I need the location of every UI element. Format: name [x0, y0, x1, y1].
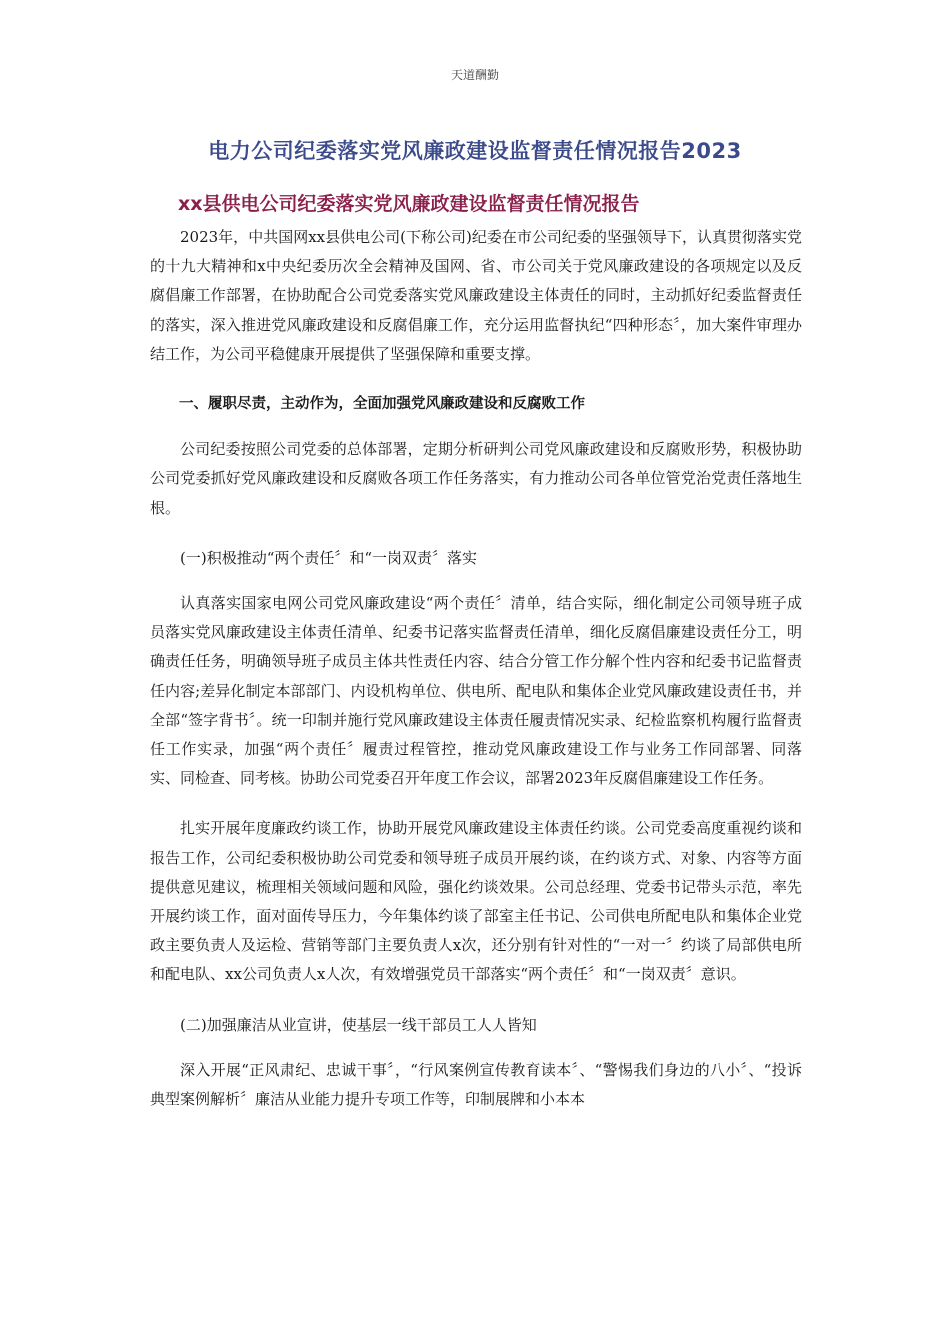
subsection-heading-1: (一)积极推动“两个责任〞和“一岗双责〞落实	[180, 548, 478, 567]
document-body	[150, 223, 802, 1135]
page-header: 天道酬勤	[450, 68, 499, 82]
paragraph: 扎实开展年度廉政约谈工作，协助开展党风廉政建设主体责任约谈。公司党委高度重视约谈和报告工作，公司纪委积极协助公司党委和领导班子成员开展约谈，在约谈方式、对象、内容等方面提供意见建议，梳理相关领域问题和风险，强化约谈效果。公司总经理、党委书记带头示范，率先开展约谈工作，面对面传导压力，今年集体约谈了部室主任书记、公司供电所配电队和集体企业党政主要负责人及运检、营销等部门主要负责人x次，还分别有针对性的“一对一〞约谈了局部供电所和配电队、xx公司负责人x人次，有效增强党员干部落实“两个责任〞和“一岗双责〞意识。	[150, 819, 802, 984]
subsection-heading-2: (二)加强廉洁从业宣讲，使基层一线干部员工人人皆知	[180, 1015, 537, 1034]
section-heading-1: 一、履职尽责，主动作为，全面加强党风廉政建设和反腐败工作	[179, 396, 585, 413]
document-subtitle: xx县供电公司纪委落实党风廉政建设监督责任情况报告	[178, 193, 640, 215]
paragraph: 公司纪委按照公司党委的总体部署，定期分析研判公司党风廉政建设和反腐败形势，积极协助公司党委抓好党风廉政建设和反腐败各项工作任务落实，有力推动公司各单位管党治党责任落地生根。	[150, 440, 802, 517]
document-title: 电力公司纪委落实党风廉政建设监督责任情况报告2023	[208, 139, 742, 163]
paragraph: 深入开展“正风肃纪、忠诚干事〞，“行风案例宣传教育读本〞、“警惕我们身边的八小〞、“投诉典型案例解析〞廉洁从业能力提升专项工作等，印制展牌和小本本	[150, 1060, 802, 1109]
paragraph-intro: 2023年，中共国网xx县供电公司(下称公司)纪委在市公司纪委的坚强领导下，认真贯彻落实党的十九大精神和x中央纪委历次全会精神及国网、省、市公司关于党风廉政建设的各项规定以及反腐倡廉工作部署，在协助配合公司党委落实党风廉政建设主体责任的同时，主动抓好纪委监督责任的落实，深入推进党风廉政建设和反腐倡廉工作，充分运用监督执纪“四种形态〞，加大案件审理办结工作，为公司平稳健康开展提供了坚强保障和重要支撑。	[150, 228, 802, 363]
paragraph: 认真落实国家电网公司党风廉政建设“两个责任〞清单，结合实际，细化制定公司领导班子成员落实党风廉政建设主体责任清单、纪委书记落实监督责任清单，细化反腐倡廉建设责任分工，明确责任任务，明确领导班子成员主体共性责任内容、结合分管工作分解个性内容和纪委书记监督责任内容;差异化制定本部部门、内设机构单位、供电所、配电队和集体企业党风廉政建设责任书，并全部“签字背书〞。统一印制并施行党风廉政建设主体责任履责情况实录、纪检监察机构履行监督责任工作实录，加强“两个责任〞履责过程管控，推动党风廉政建设工作与业务工作同部署、同落实、同检查、同考核。协助公司党委召开年度工作会议，部署2023年反腐倡廉建设工作任务。	[150, 594, 802, 788]
